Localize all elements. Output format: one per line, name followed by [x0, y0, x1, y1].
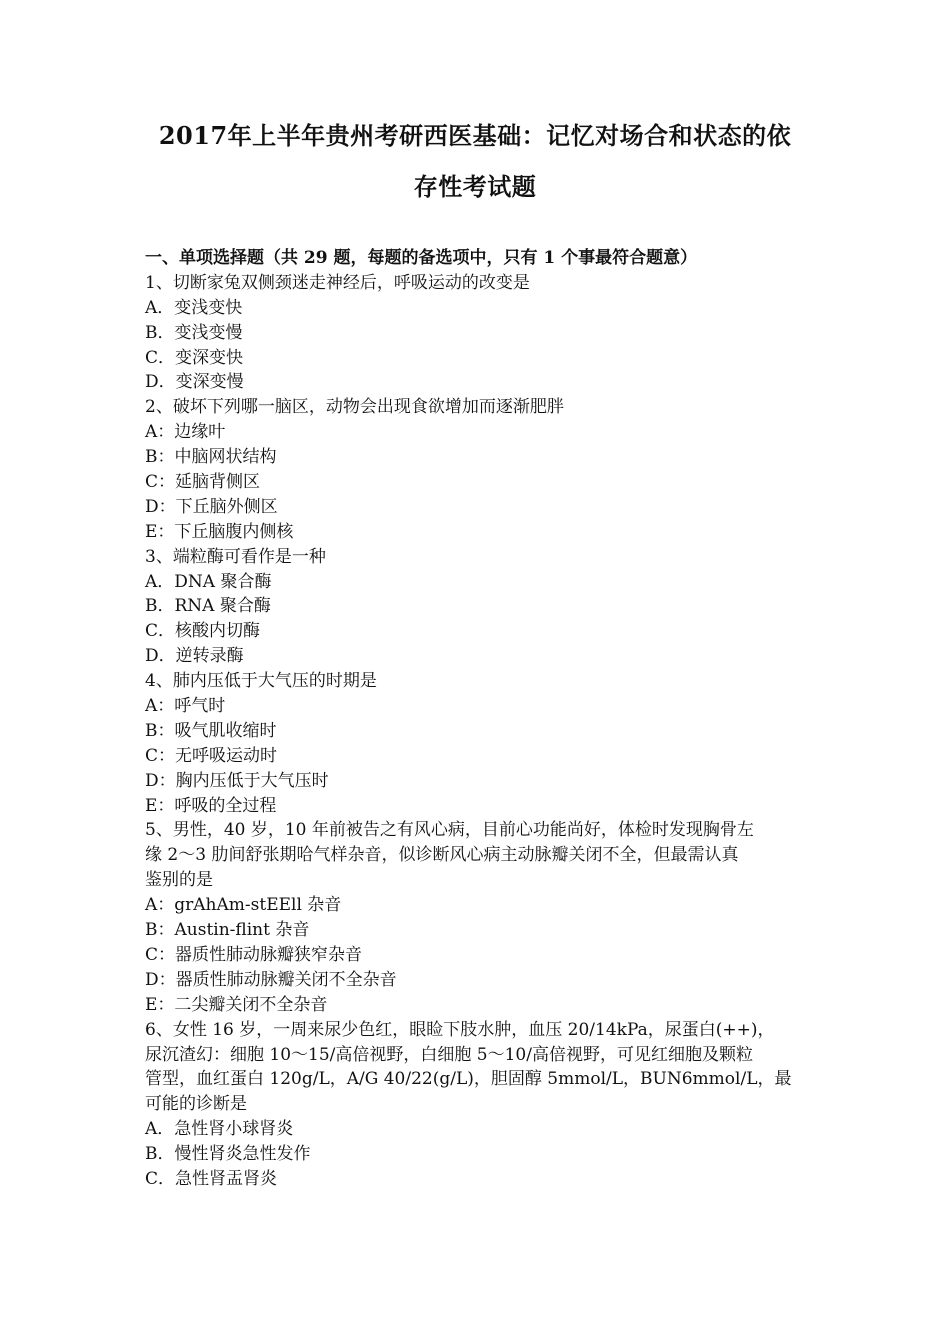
answer-option: E：二尖瓣关闭不全杂音: [145, 994, 328, 1015]
document-title-line-1: 2017年上半年贵州考研西医基础：记忆对场合和状态的依: [158, 121, 792, 150]
answer-option: E：下丘脑腹内侧核: [145, 521, 294, 542]
question-stem-line: 缘 2～3 肋间舒张期哈气样杂音，似诊断风心病主动脉瓣关闭不全，但最需认真: [145, 845, 739, 866]
question-stem-line: 6、女性 16 岁，一周来尿少色红，眼睑下肢水肿，血压 20/14kPa，尿蛋白(++)，: [145, 1019, 775, 1040]
question-stem-line: 管型，血红蛋白 120g/L，A/G 40/22(g/L)，胆固醇 5mmol/L，BUN6mmol/L，最: [145, 1069, 792, 1090]
answer-option: D．逆转录酶: [145, 646, 244, 667]
question-stem-line: 可能的诊断是: [145, 1094, 247, 1115]
document-title-line-2: 存性考试题: [413, 172, 537, 201]
answer-option: B．慢性肾炎急性发作: [145, 1144, 311, 1165]
question-stem-line: 5、男性，40 岁，10 年前被告之有风心病，目前心功能尚好，体检时发现胸骨左: [145, 820, 754, 841]
answer-option: C．急性肾盂肾炎: [145, 1168, 278, 1189]
answer-option: A：呼气时: [145, 696, 226, 717]
answer-option: E：呼吸的全过程: [145, 795, 277, 816]
question-5: [145, 818, 811, 1017]
answer-option: C．变深变快: [145, 347, 244, 368]
document-body: [145, 246, 811, 1192]
answer-option: C：器质性肺动脉瓣狭窄杂音: [145, 944, 363, 965]
answer-option: A．DNA 聚合酶: [145, 571, 272, 592]
answer-option: C．核酸内切酶: [145, 621, 261, 642]
answer-option: B：中脑网状结构: [145, 447, 277, 468]
question-stem: 2、破坏下列哪一脑区，动物会出现食欲增加而逐渐肥胖: [145, 397, 564, 418]
question-stem: 1、切断家兔双侧颈迷走神经后，呼吸运动的改变是: [145, 272, 530, 293]
question-3: [145, 545, 811, 669]
answer-option: A．变浅变快: [145, 297, 243, 318]
question-stem-line: 尿沉渣幻：细胞 10～15/高倍视野，白细胞 5～10/高倍视野，可见红细胞及颗粒: [145, 1044, 753, 1065]
question-6: [145, 1018, 811, 1192]
answer-option: C：延脑背侧区: [145, 472, 261, 493]
answer-option: B：Austin-flint 杂音: [145, 920, 310, 941]
answer-option: B：吸气肌收缩时: [145, 720, 277, 741]
question-1: [145, 271, 811, 395]
answer-option: D：下丘脑外侧区: [145, 496, 278, 517]
answer-option: C：无呼吸运动时: [145, 745, 278, 766]
question-stem: 4、肺内压低于大气压的时期是: [145, 671, 377, 692]
answer-option: A：grAhAm-stEEll 杂音: [145, 895, 342, 916]
question-4: [145, 669, 811, 818]
section-heading: 一、单项选择题（共 29 题，每题的备选项中，只有 1 个事最符合题意）: [145, 248, 698, 268]
answer-option: D．变深变慢: [145, 372, 244, 393]
question-stem: 3、端粒酶可看作是一种: [145, 546, 326, 567]
answer-option: A．急性肾小球肾炎: [145, 1119, 294, 1140]
answer-option: D：胸内压低于大气压时: [145, 770, 329, 791]
answer-option: D：器质性肺动脉瓣关闭不全杂音: [145, 969, 397, 990]
answer-option: A：边缘叶: [145, 422, 226, 443]
answer-option: B．变浅变慢: [145, 322, 243, 343]
answer-option: B．RNA 聚合酶: [145, 596, 271, 617]
question-2: [145, 395, 811, 544]
question-stem-line: 鉴别的是: [145, 870, 213, 891]
